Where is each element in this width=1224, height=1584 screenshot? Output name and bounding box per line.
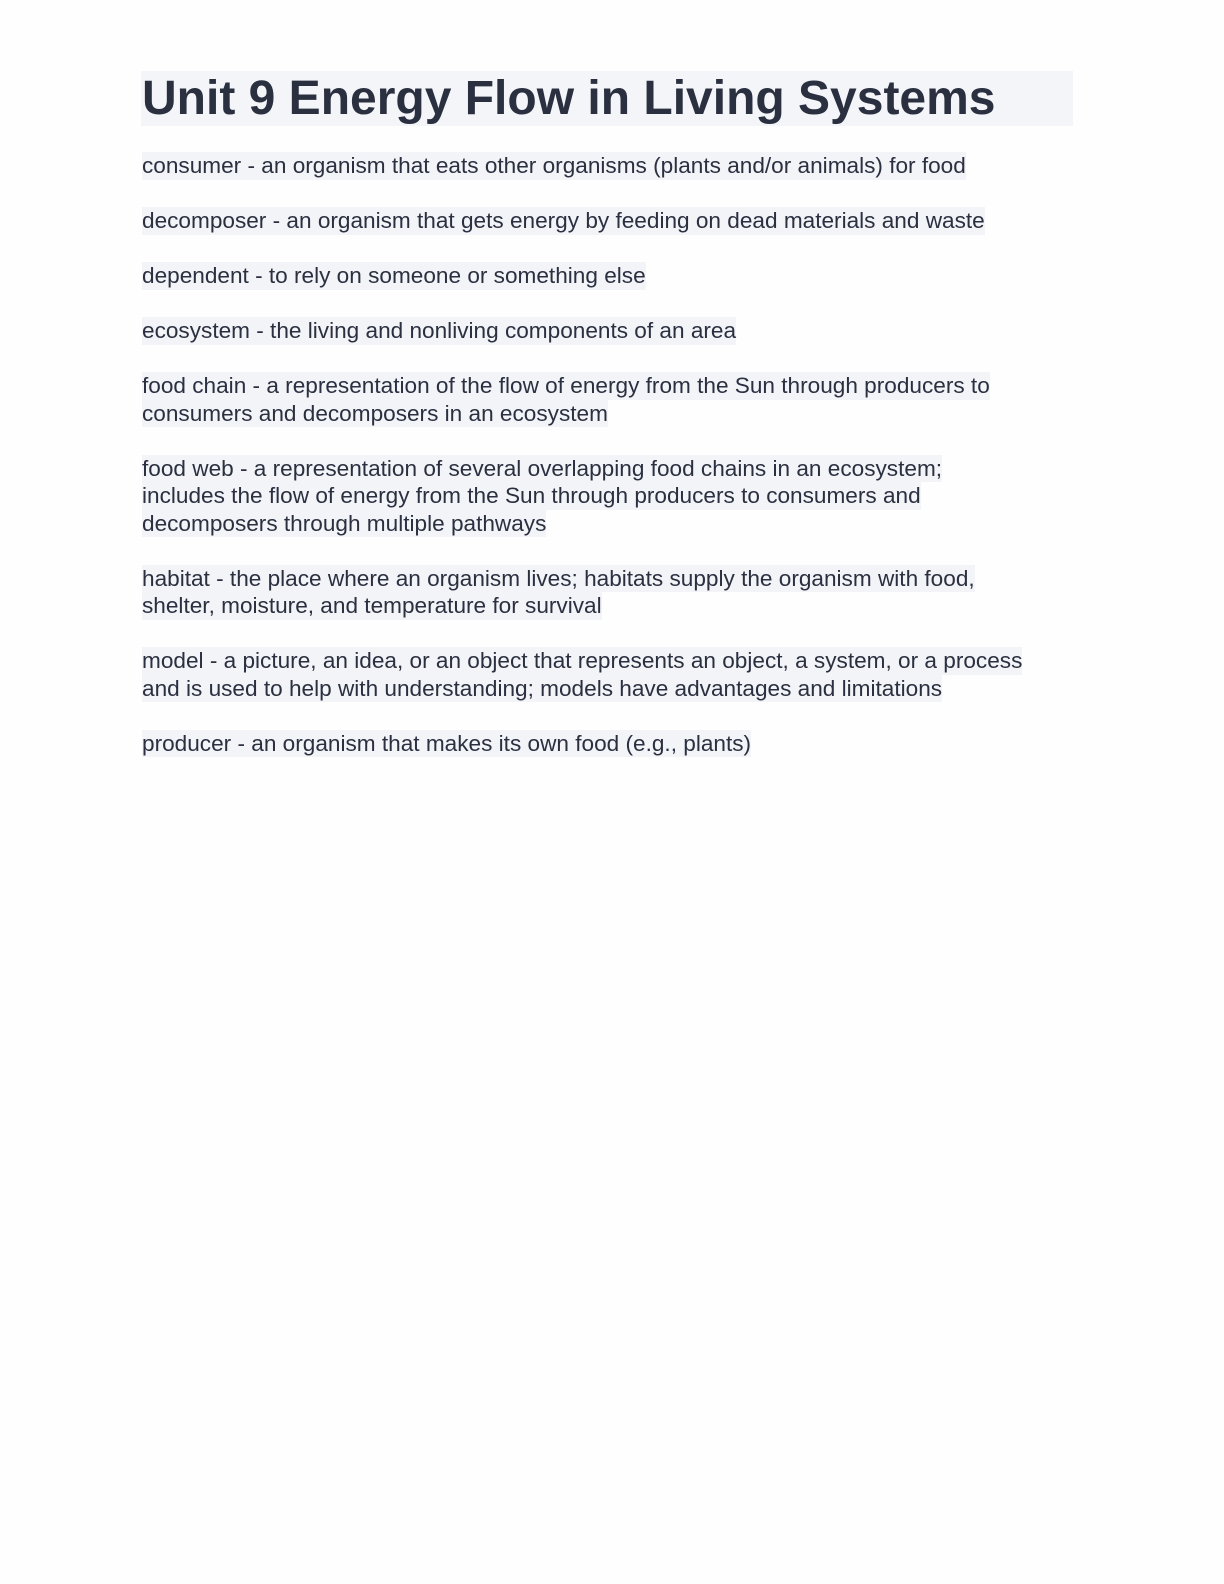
glossary-entry-line: model - a picture, an idea, or an object that represents an object, a system, or a process: [142, 648, 1023, 673]
glossary-entry-habitat: [141, 565, 1081, 620]
glossary-entry-producer: [141, 730, 1081, 758]
glossary-entry-decomposer: [141, 207, 1081, 235]
glossary-entry-line: food chain - a representation of the flow of energy from the Sun through producers to: [142, 373, 990, 398]
glossary-entry-food-chain: [141, 372, 1081, 427]
glossary-entry-line: decomposer - an organism that gets energy by feeding on dead materials and waste: [142, 208, 985, 233]
glossary-entry-dependent: [141, 262, 1081, 290]
document-page: [141, 71, 1081, 785]
glossary-entry-food-web: [141, 455, 1081, 538]
glossary-list: [141, 152, 1081, 757]
glossary-entry-line: food web - a representation of several overlapping food chains in an ecosystem;: [142, 455, 943, 481]
glossary-entry-line: dependent - to rely on someone or something else: [142, 263, 646, 288]
glossary-entry-line: includes the flow of energy from the Sun through producers to consumers and: [142, 483, 921, 508]
glossary-entry-line: habitat - the place where an organism lives; habitats supply the organism with food,: [142, 565, 975, 591]
glossary-entry-line: consumers and decomposers in an ecosystem: [142, 400, 608, 426]
glossary-entry-line: shelter, moisture, and temperature for survival: [142, 593, 602, 618]
glossary-entry-consumer: [141, 152, 1081, 180]
glossary-entry-line: ecosystem - the living and nonliving components of an area: [142, 318, 737, 343]
glossary-entry-line: and is used to help with understanding; models have advantages and limitations: [142, 675, 943, 701]
glossary-entry-model: [141, 647, 1081, 702]
glossary-entry-line: consumer - an organism that eats other organisms (plants and/or animals) for food: [142, 153, 966, 178]
glossary-entry-line: producer - an organism that makes its own food (e.g., plants): [142, 730, 752, 756]
page-title: Unit 9 Energy Flow in Living Systems: [141, 71, 1073, 126]
glossary-entry-ecosystem: [141, 317, 1081, 345]
glossary-entry-line: decomposers through multiple pathways: [142, 510, 547, 536]
